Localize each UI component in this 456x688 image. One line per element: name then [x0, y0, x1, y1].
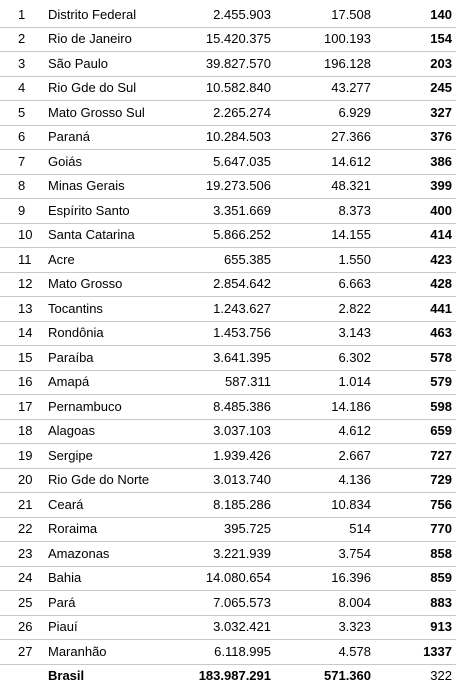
- table-row: [0, 468, 456, 493]
- rank-cell: 17: [0, 395, 48, 420]
- ratio-cell: 659: [371, 419, 456, 444]
- count-cell: 196.128: [271, 52, 371, 77]
- state-name-cell: Rio Gde do Norte: [48, 468, 163, 493]
- state-name-cell: Rio de Janeiro: [48, 27, 163, 52]
- count-cell: 3.323: [271, 615, 371, 640]
- count-cell: 2.667: [271, 444, 371, 469]
- table-row: [0, 297, 456, 322]
- state-name-cell: Sergipe: [48, 444, 163, 469]
- ratio-cell: 386: [371, 150, 456, 175]
- rank-cell: 3: [0, 52, 48, 77]
- state-name-cell: Distrito Federal: [48, 3, 163, 27]
- rank-cell: 22: [0, 517, 48, 542]
- ratio-cell: 154: [371, 27, 456, 52]
- population-cell: 7.065.573: [163, 591, 271, 616]
- state-name-cell: Rondônia: [48, 321, 163, 346]
- table-row: [0, 640, 456, 665]
- population-cell: 2.265.274: [163, 101, 271, 126]
- table-row: [0, 346, 456, 371]
- population-cell: 1.939.426: [163, 444, 271, 469]
- state-name-cell: Amapá: [48, 370, 163, 395]
- table-row: [0, 395, 456, 420]
- state-name-cell: Bahia: [48, 566, 163, 591]
- rank-cell: 12: [0, 272, 48, 297]
- table-row: [0, 3, 456, 27]
- state-ranking-table: [0, 3, 456, 688]
- table-row: [0, 542, 456, 567]
- count-cell: 2.822: [271, 297, 371, 322]
- count-cell: 14.612: [271, 150, 371, 175]
- count-cell: 8.373: [271, 199, 371, 224]
- population-cell: 14.080.654: [163, 566, 271, 591]
- table-row: [0, 566, 456, 591]
- state-name-cell: Mato Grosso Sul: [48, 101, 163, 126]
- rank-cell: 9: [0, 199, 48, 224]
- rank-cell: 11: [0, 248, 48, 273]
- ratio-cell: 579: [371, 370, 456, 395]
- population-cell: 15.420.375: [163, 27, 271, 52]
- table-body: [0, 3, 456, 688]
- count-cell: 3.143: [271, 321, 371, 346]
- state-name-cell: Mato Grosso: [48, 272, 163, 297]
- ratio-cell: 578: [371, 346, 456, 371]
- table-row: [0, 591, 456, 616]
- population-cell: 10.582.840: [163, 76, 271, 101]
- population-cell: 3.221.939: [163, 542, 271, 567]
- total-state-cell: Brasil: [48, 668, 85, 684]
- population-cell: 3.013.740: [163, 468, 271, 493]
- rank-cell: 10: [0, 223, 48, 248]
- table-row: [0, 27, 456, 52]
- state-name-cell: Espírito Santo: [48, 199, 163, 224]
- table-row: [0, 248, 456, 273]
- count-cell: 4.612: [271, 419, 371, 444]
- population-cell: 5.647.035: [163, 150, 271, 175]
- population-cell: 587.311: [163, 370, 271, 395]
- table-row: [0, 125, 456, 150]
- population-cell: 5.866.252: [163, 223, 271, 248]
- rank-cell: 5: [0, 101, 48, 126]
- rank-cell: 1: [0, 3, 48, 27]
- count-cell: 4.136: [271, 468, 371, 493]
- rank-cell: 24: [0, 566, 48, 591]
- table-row: [0, 517, 456, 542]
- rank-cell: 21: [0, 493, 48, 518]
- state-name-cell: Paraíba: [48, 346, 163, 371]
- state-name-cell: Piauí: [48, 615, 163, 640]
- rank-cell: 7: [0, 150, 48, 175]
- table-row: [0, 101, 456, 126]
- rank-cell: 6: [0, 125, 48, 150]
- rank-cell: 26: [0, 615, 48, 640]
- population-cell: 19.273.506: [163, 174, 271, 199]
- population-cell: 8.485.386: [163, 395, 271, 420]
- table-row: [0, 223, 456, 248]
- ratio-cell: 463: [371, 321, 456, 346]
- state-name-cell: Amazonas: [48, 542, 163, 567]
- count-cell: 3.754: [271, 542, 371, 567]
- ratio-cell: 770: [371, 517, 456, 542]
- rank-cell: 14: [0, 321, 48, 346]
- state-name-cell: Goiás: [48, 150, 163, 175]
- population-cell: 6.118.995: [163, 640, 271, 665]
- count-cell: 1.014: [271, 370, 371, 395]
- population-cell: 3.032.421: [163, 615, 271, 640]
- rank-cell: 15: [0, 346, 48, 371]
- ratio-cell: 327: [371, 101, 456, 126]
- table-row: [0, 272, 456, 297]
- population-cell: 2.854.642: [163, 272, 271, 297]
- rank-cell: 18: [0, 419, 48, 444]
- population-cell: 395.725: [163, 517, 271, 542]
- population-cell: 10.284.503: [163, 125, 271, 150]
- rank-cell: 13: [0, 297, 48, 322]
- ratio-cell: 729: [371, 468, 456, 493]
- table-row: [0, 615, 456, 640]
- count-cell: 1.550: [271, 248, 371, 273]
- ratio-cell: 399: [371, 174, 456, 199]
- table-row-total: [0, 664, 456, 688]
- rank-cell: 2: [0, 27, 48, 52]
- count-cell: 43.277: [271, 76, 371, 101]
- table-row: [0, 76, 456, 101]
- population-cell: 8.185.286: [163, 493, 271, 518]
- total-count-cell: 571.360: [324, 668, 371, 684]
- population-cell: 2.455.903: [163, 3, 271, 27]
- rank-cell: 19: [0, 444, 48, 469]
- state-name-cell: Ceará: [48, 493, 163, 518]
- ratio-cell: 441: [371, 297, 456, 322]
- rank-cell: 27: [0, 640, 48, 665]
- state-name-cell: Santa Catarina: [48, 223, 163, 248]
- rank-cell: 16: [0, 370, 48, 395]
- table-row: [0, 370, 456, 395]
- ratio-cell: 203: [371, 52, 456, 77]
- count-cell: 8.004: [271, 591, 371, 616]
- ratio-cell: 428: [371, 272, 456, 297]
- count-cell: 4.578: [271, 640, 371, 665]
- count-cell: 17.508: [271, 3, 371, 27]
- table-row: [0, 174, 456, 199]
- rank-cell: 25: [0, 591, 48, 616]
- table-row: [0, 199, 456, 224]
- table-row: [0, 493, 456, 518]
- population-cell: 655.385: [163, 248, 271, 273]
- count-cell: 10.834: [271, 493, 371, 518]
- ratio-cell: 883: [371, 591, 456, 616]
- ratio-cell: 376: [371, 125, 456, 150]
- state-name-cell: Paraná: [48, 125, 163, 150]
- total-rank-cell: [0, 664, 48, 688]
- total-population-cell: 183.987.291: [198, 668, 271, 684]
- state-name-cell: Rio Gde do Sul: [48, 76, 163, 101]
- state-name-cell: Roraima: [48, 517, 163, 542]
- ratio-cell: 756: [371, 493, 456, 518]
- table-row: [0, 444, 456, 469]
- count-cell: 14.186: [271, 395, 371, 420]
- state-name-cell: Acre: [48, 248, 163, 273]
- state-name-cell: Pernambuco: [48, 395, 163, 420]
- count-cell: 16.396: [271, 566, 371, 591]
- rank-cell: 8: [0, 174, 48, 199]
- count-cell: 14.155: [271, 223, 371, 248]
- ratio-cell: 858: [371, 542, 456, 567]
- ratio-cell: 245: [371, 76, 456, 101]
- count-cell: 100.193: [271, 27, 371, 52]
- state-name-cell: Alagoas: [48, 419, 163, 444]
- ratio-cell: 859: [371, 566, 456, 591]
- population-cell: 1.243.627: [163, 297, 271, 322]
- table-row: [0, 150, 456, 175]
- state-name-cell: Maranhão: [48, 640, 163, 665]
- ratio-cell: 727: [371, 444, 456, 469]
- state-name-cell: São Paulo: [48, 52, 163, 77]
- state-name-cell: Tocantins: [48, 297, 163, 322]
- state-name-cell: Pará: [48, 591, 163, 616]
- count-cell: 27.366: [271, 125, 371, 150]
- count-cell: 514: [271, 517, 371, 542]
- ratio-cell: 1337: [371, 640, 456, 665]
- table-row: [0, 321, 456, 346]
- total-ratio-cell: 322: [430, 668, 452, 684]
- population-cell: 3.641.395: [163, 346, 271, 371]
- ratio-cell: 400: [371, 199, 456, 224]
- count-cell: 6.663: [271, 272, 371, 297]
- table-row: [0, 419, 456, 444]
- count-cell: 6.929: [271, 101, 371, 126]
- ratio-cell: 423: [371, 248, 456, 273]
- ratio-cell: 913: [371, 615, 456, 640]
- population-cell: 3.037.103: [163, 419, 271, 444]
- population-cell: 1.453.756: [163, 321, 271, 346]
- rank-cell: 4: [0, 76, 48, 101]
- ratio-cell: 414: [371, 223, 456, 248]
- rank-cell: 23: [0, 542, 48, 567]
- state-name-cell: Minas Gerais: [48, 174, 163, 199]
- population-cell: 3.351.669: [163, 199, 271, 224]
- table-row: [0, 52, 456, 77]
- count-cell: 48.321: [271, 174, 371, 199]
- count-cell: 6.302: [271, 346, 371, 371]
- rank-cell: 20: [0, 468, 48, 493]
- ratio-cell: 598: [371, 395, 456, 420]
- ratio-cell: 140: [371, 3, 456, 27]
- population-cell: 39.827.570: [163, 52, 271, 77]
